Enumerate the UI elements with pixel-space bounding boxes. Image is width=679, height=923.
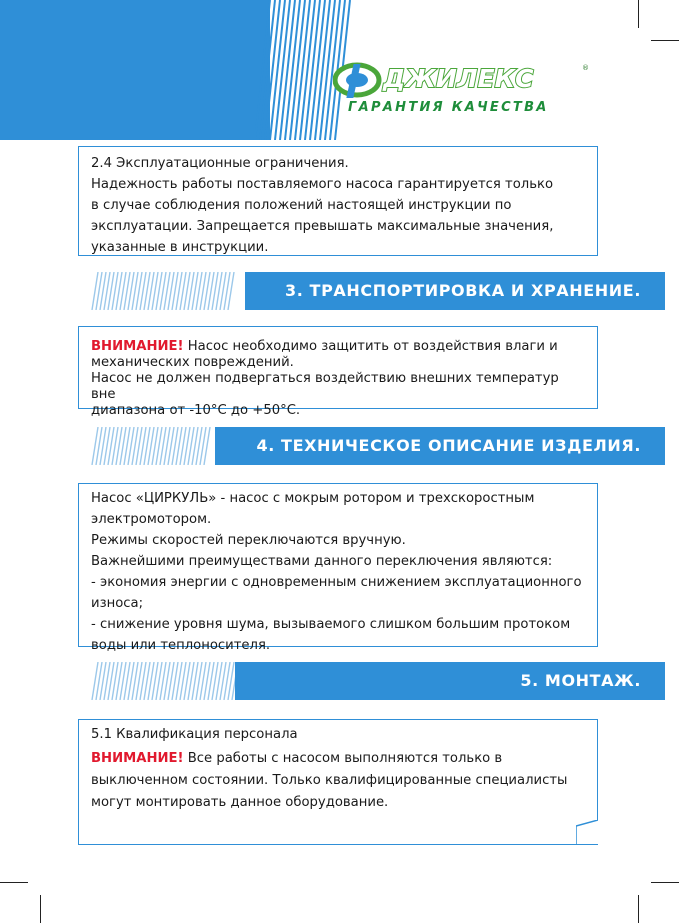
section-2-4-title: 2.4 Эксплуатационные ограничения.: [91, 156, 349, 171]
section-5-heading: 5. МОНТАЖ.: [520, 671, 641, 690]
section-3-heading: 3. ТРАНСПОРТИРОВКА И ХРАНЕНИЕ.: [284, 281, 641, 300]
paragraph-line: указанные в инструкции.: [91, 240, 269, 255]
paragraph-line: ВНИМАНИЕ! Насос необходимо защитить от воздействия влаги и: [91, 339, 558, 354]
paragraph-line: Важнейшими преимуществами данного переключения являются:: [91, 554, 553, 569]
paragraph-line: - экономия энергии с одновременным снижением эксплуатационного: [91, 575, 582, 590]
paragraph-line: могут монтировать данное оборудование.: [91, 795, 389, 810]
crop-mark: [651, 882, 679, 883]
crop-mark: [0, 882, 28, 883]
paragraph-line: Насос «ЦИРКУЛЬ» - насос с мокрым ротором и трехскоростным: [91, 491, 535, 506]
section-3-banner-bar: [245, 272, 665, 310]
warning-label: ВНИМАНИЕ!: [91, 339, 184, 354]
paragraph-line: электромотором.: [91, 512, 212, 527]
paragraph-line: Насос не должен подвергаться воздействию внешних температур вне: [91, 371, 559, 402]
paragraph-line: Режимы скоростей переключаются вручную.: [91, 533, 406, 548]
logo-mark-icon: [333, 62, 383, 102]
section-4-banner-bar: [215, 427, 665, 465]
box-corner-notch: [576, 820, 598, 844]
section-4-banner: [0, 427, 679, 465]
paragraph-line: эксплуатации. Запрещается превышать максимальные значения,: [91, 219, 554, 234]
paragraph-line: механических повреждений.: [91, 355, 294, 370]
paragraph-line: ВНИМАНИЕ! Все работы с насосом выполняются только в: [91, 751, 503, 766]
section-5-banner-bar: [235, 662, 665, 700]
paragraph-line: Надежность работы поставляемого насоса гарантируется только: [91, 177, 554, 192]
section-5-banner: [0, 662, 679, 700]
brand-logo: [333, 62, 593, 124]
paragraph-line: - снижение уровня шума, вызываемого слишком большим протоком: [91, 617, 571, 632]
section-2-4-box: [78, 146, 598, 256]
header-blue-block: [0, 0, 270, 140]
paragraph-line: воды или теплоносителя.: [91, 638, 271, 653]
paragraph-line: диапазона от -10°С до +50°С.: [91, 403, 301, 418]
crop-mark: [40, 895, 41, 923]
brand-name: ДЖИЛЕКС: [383, 64, 534, 93]
registered-mark: ®: [582, 64, 589, 72]
section-3-box: [78, 326, 598, 418]
section-4-heading: 4. ТЕХНИЧЕСКОЕ ОПИСАНИЕ ИЗДЕЛИЯ.: [256, 436, 641, 455]
banner-stripes: [90, 662, 240, 700]
paragraph-line: выключенном состоянии. Только квалифицированные специалисты: [91, 773, 568, 788]
paragraph-line: износа;: [91, 596, 144, 611]
section-5-1-box: [78, 719, 598, 845]
brand-tagline: ГАРАНТИЯ КАЧЕСТВА: [348, 100, 549, 115]
banner-stripes: [90, 272, 240, 310]
section-5-1-title: 5.1 Квалификация персонала: [91, 727, 298, 742]
paragraph-line: в случае соблюдения положений настоящей инструкции по: [91, 198, 512, 213]
crop-mark: [638, 895, 639, 923]
warning-label: ВНИМАНИЕ!: [91, 751, 184, 766]
section-4-box: [78, 483, 598, 653]
section-3-banner: [0, 272, 679, 310]
